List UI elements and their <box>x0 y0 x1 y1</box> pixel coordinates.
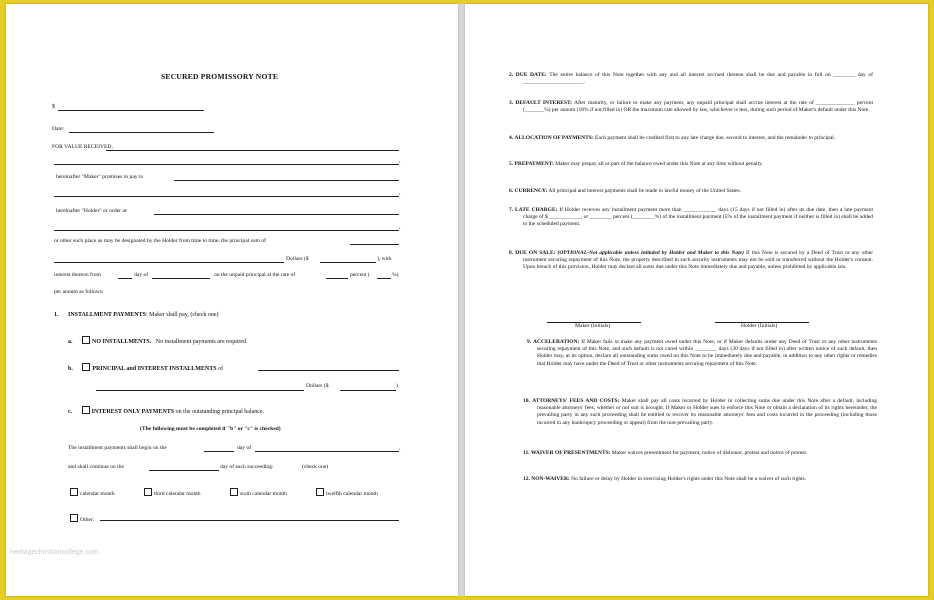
clause-title: WAIVER OF PRESENTMENTS: <box>530 450 611 456</box>
checkbox-sixth-month[interactable] <box>230 488 238 496</box>
option-description: on the outstanding principal balance. <box>175 409 265 415</box>
option-label: b. <box>68 366 73 372</box>
option-title: PRINCIPAL and INTEREST INSTALLMENTS <box>92 366 217 372</box>
comma: , <box>399 158 401 164</box>
completion-note: (The following must be completed if "b" or "c" is checked) <box>140 426 281 432</box>
installment-amount-line[interactable] <box>258 370 399 371</box>
each-succeeding-text: day of each succeeding: <box>220 464 274 470</box>
option-text: third calendar month <box>154 491 201 497</box>
clause-text: Maker waives presentment for payment, notice of dishonor, protest and notice of protest. <box>611 450 808 456</box>
clause-default-interest <box>509 100 873 114</box>
installment-dollar-line[interactable] <box>340 390 396 391</box>
clause-currency <box>509 188 873 195</box>
clause-number: 11. <box>523 450 530 456</box>
clause-text: If this Note is secured by a Deed of Trust or any other instrument securing repayment of this Note, the property described in such security instruments may not be sold or transferred without the Holder's consent. Upon breach of this provision, Holder may declare all sums due under this Note immediately due and payable, unless prohibited by applicable law. <box>523 250 874 271</box>
unpaid-principal-text: on the unpaid principal at the rate of <box>214 272 296 278</box>
option-a <box>68 336 248 347</box>
principal-words-line[interactable] <box>54 262 284 263</box>
principal-amount-line[interactable] <box>320 262 376 263</box>
with-text: ), with <box>377 256 392 262</box>
close-paren: ). <box>396 383 400 389</box>
clause-number: 8. <box>509 250 514 256</box>
clause-number: 12. <box>523 476 530 482</box>
comma: , <box>399 224 401 230</box>
dollars-label: Dollars ($ <box>306 383 329 389</box>
comma: , <box>399 445 401 451</box>
checkbox-twelfth-month[interactable] <box>316 488 324 496</box>
begin-text: The installment payments shall begin on the <box>68 445 167 451</box>
clause-text: If Maker fails to make any payment owed under this Note, or if Maker defaults under any Deed of Trust or any other instruments securing repayment of this Note, and such default is not cured within ________ days (30 days if not filled in) after written notice of such default, then Holder may, at its option, declare all outstanding sums owed on this Note to be immediately due and payable, in addition to any other rights or remedies that Holder may have under the Deed of Trust or other instruments securing repayment of this Note. <box>537 339 878 367</box>
amount-dollar-sign: $ <box>52 104 55 110</box>
option-description: No installment payments are required. <box>155 339 248 345</box>
clause-text: All principal and interest payments shall be made in lawful money of the United States. <box>548 188 741 194</box>
option-c <box>68 406 264 417</box>
frequency-twelfth-month <box>316 488 378 498</box>
frequency-third-month <box>144 488 201 498</box>
interest-rate-line[interactable] <box>326 278 348 279</box>
of-text: of <box>218 366 224 372</box>
option-text: calendar month <box>80 491 115 497</box>
clause-text: The entire balance of this Note together with any and all interest accrued thereon shall be due and payable in full on ________ day of ______________________. <box>523 72 873 86</box>
clause-prepayment <box>509 161 873 168</box>
amount-field-line[interactable] <box>58 110 204 111</box>
clause-text: If Holder receives any installment payment more than ____________ days (15 days if not filled in) after its due date, then a late payment charge of $____________, or ________ percent (________%) of the installment payment (5% of the installment payment if neither is filled in) shall be added to the scheduled payment. <box>523 207 873 228</box>
clause-title: LATE CHARGE: <box>515 207 558 213</box>
comma: , <box>399 190 401 196</box>
payee-address-line[interactable] <box>54 196 399 197</box>
checkbox-other[interactable] <box>70 514 78 522</box>
clause-title: ALLOCATION OF PAYMENTS: <box>514 135 594 141</box>
continue-text: and shall continue on the <box>68 464 124 470</box>
clause-number: 9. <box>527 339 532 345</box>
clause-allocation <box>509 135 873 142</box>
percent-close: %) <box>392 272 399 278</box>
option-b <box>68 363 223 374</box>
clause-optional: (OPTIONAL-Not applicable unless initialed by Holder and Maker to this Note) <box>557 250 744 256</box>
maker-promises-text: hereinafter "Maker" promises to pay to <box>56 174 144 180</box>
checkbox-third-month[interactable] <box>144 488 152 496</box>
holder-text: hereinafter "Holder" or order at <box>56 208 127 214</box>
other-frequency-line[interactable] <box>100 520 399 521</box>
clause-number: 6. <box>509 188 514 194</box>
installment-words-line[interactable] <box>96 390 304 391</box>
clause-waiver-presentments <box>523 450 877 457</box>
clause-title: DUE DATE: <box>515 72 547 78</box>
option-text: twelfth calendar month <box>326 491 378 497</box>
document-title: SECURED PROMISSORY NOTE <box>161 72 279 81</box>
checkbox-interest-only[interactable] <box>82 406 90 414</box>
day-of-text: day of <box>134 272 149 278</box>
principal-sum-line[interactable] <box>350 244 399 245</box>
date-field-line[interactable] <box>69 132 214 133</box>
maker-initials-label: Maker (Initials) <box>575 323 611 329</box>
date-label: Date: <box>52 126 65 132</box>
frequency-sixth-month <box>230 488 287 498</box>
dollars-label: Dollars ($ <box>286 256 309 262</box>
percent-text: percent ( <box>350 272 370 278</box>
clause-text: Each payment shall be credited first to any late charge due, second to interest, and the remainder to principal. <box>595 135 836 141</box>
checkbox-no-installments[interactable] <box>82 336 90 344</box>
clause-title: CURRENCY: <box>514 188 548 194</box>
clause-number: 7. <box>509 207 514 213</box>
clause-title: DEFAULT INTEREST: <box>515 100 573 106</box>
option-title: INTEREST ONLY PAYMENTS <box>91 409 175 415</box>
holder-address-line[interactable] <box>154 214 399 215</box>
option-text: Other: <box>80 517 95 523</box>
document-page-1 <box>6 4 458 596</box>
clause-title: DUE ON SALE: <box>515 250 556 256</box>
section-number: 1. <box>54 312 59 318</box>
clause-text: After maturity, or failure to make any payment, any unpaid principal shall accrue interest at the rate of ______________ percent (_______%) per annum (18% if not filled in) OR the maximum rate allowed by law, whichever is less, during such period of Maker's default under this Note. <box>523 100 873 114</box>
page-gutter <box>458 4 465 596</box>
clause-number: 10. <box>523 398 530 404</box>
continue-day-line[interactable] <box>149 470 219 471</box>
clause-number: 5. <box>509 161 514 167</box>
holder-address-line-2[interactable] <box>54 230 399 231</box>
begin-day-line[interactable] <box>204 451 234 452</box>
installment-payments-rest: : Maker shall pay, (check one) <box>145 312 219 318</box>
clause-text: No failure or delay by Holder in exercising Holder's rights under this Note shall be a waiver of such rights. <box>571 476 807 482</box>
holder-initials-label: Holder (Initials) <box>741 323 778 329</box>
checkbox-calendar-month[interactable] <box>70 488 78 496</box>
clause-number: 3. <box>509 100 514 106</box>
checkbox-principal-interest[interactable] <box>82 363 90 371</box>
clause-title: ATTORNEYS' FEES AND COSTS: <box>532 398 620 404</box>
clause-number: 4. <box>509 135 514 141</box>
document-page-2 <box>465 4 928 596</box>
clause-text: Maker shall pay all costs incurred by Holder in collecting sums due under this Note after a default, including reasonable attorneys' fees, whether or not suit is brought. If Maker or Holder sues to enforce this Note or obtain a declaration of its rights hereunder, the prevailing party in any such proceeding shall be entitled to recover its reasonable attorneys' fees and costs incurred in the proceeding (including those incurred in any bankruptcy proceeding or appeal) from the non-prevailing party. <box>537 398 877 426</box>
frequency-calendar-month <box>70 488 115 498</box>
begin-month-line[interactable] <box>255 451 399 452</box>
for-value-received: FOR VALUE RECEIVED, <box>52 144 113 150</box>
clause-attorneys-fees <box>523 398 877 427</box>
maker-name-line[interactable] <box>106 150 399 151</box>
per-annum-text: per annum as follows: <box>54 289 104 295</box>
clause-number: 2. <box>509 72 514 78</box>
frequency-other <box>70 514 94 524</box>
option-label: c. <box>68 409 73 415</box>
clause-acceleration <box>527 339 878 368</box>
maker-address-line[interactable] <box>54 164 399 165</box>
clause-non-waiver <box>523 476 877 483</box>
payee-name-line[interactable] <box>174 180 399 181</box>
interest-day-line[interactable] <box>118 278 132 279</box>
clause-due-on-sale <box>509 250 874 272</box>
installment-payments-title: INSTALLMENT PAYMENTS <box>68 312 146 318</box>
option-label: a. <box>68 339 73 345</box>
clause-text: Maker may prepay all or part of the balance owed under this Note at any time without penalty. <box>555 161 763 167</box>
clause-title: NON-WAIVER: <box>531 476 570 482</box>
clause-due-date <box>509 72 873 86</box>
day-of-text: day of <box>237 445 252 451</box>
clause-title: ACCELERATION: <box>533 339 580 345</box>
check-one-text: (check one) <box>302 464 329 470</box>
option-title: NO INSTALLMENTS. <box>92 339 152 345</box>
section-1-heading <box>54 312 219 320</box>
interest-month-line[interactable] <box>152 278 210 279</box>
watermark-text: heritagechristiancollege.com <box>10 549 99 556</box>
other-place-text: or other such place as may be designated by the Holder from time to time, the principal sum of <box>54 238 267 244</box>
option-text: sixth calendar month <box>240 491 287 497</box>
clause-late-charge <box>509 207 873 229</box>
clause-title: PREPAYMENT: <box>514 161 554 167</box>
percent-field-line[interactable] <box>377 278 391 279</box>
interest-from-text: interest thereon from <box>54 272 101 278</box>
